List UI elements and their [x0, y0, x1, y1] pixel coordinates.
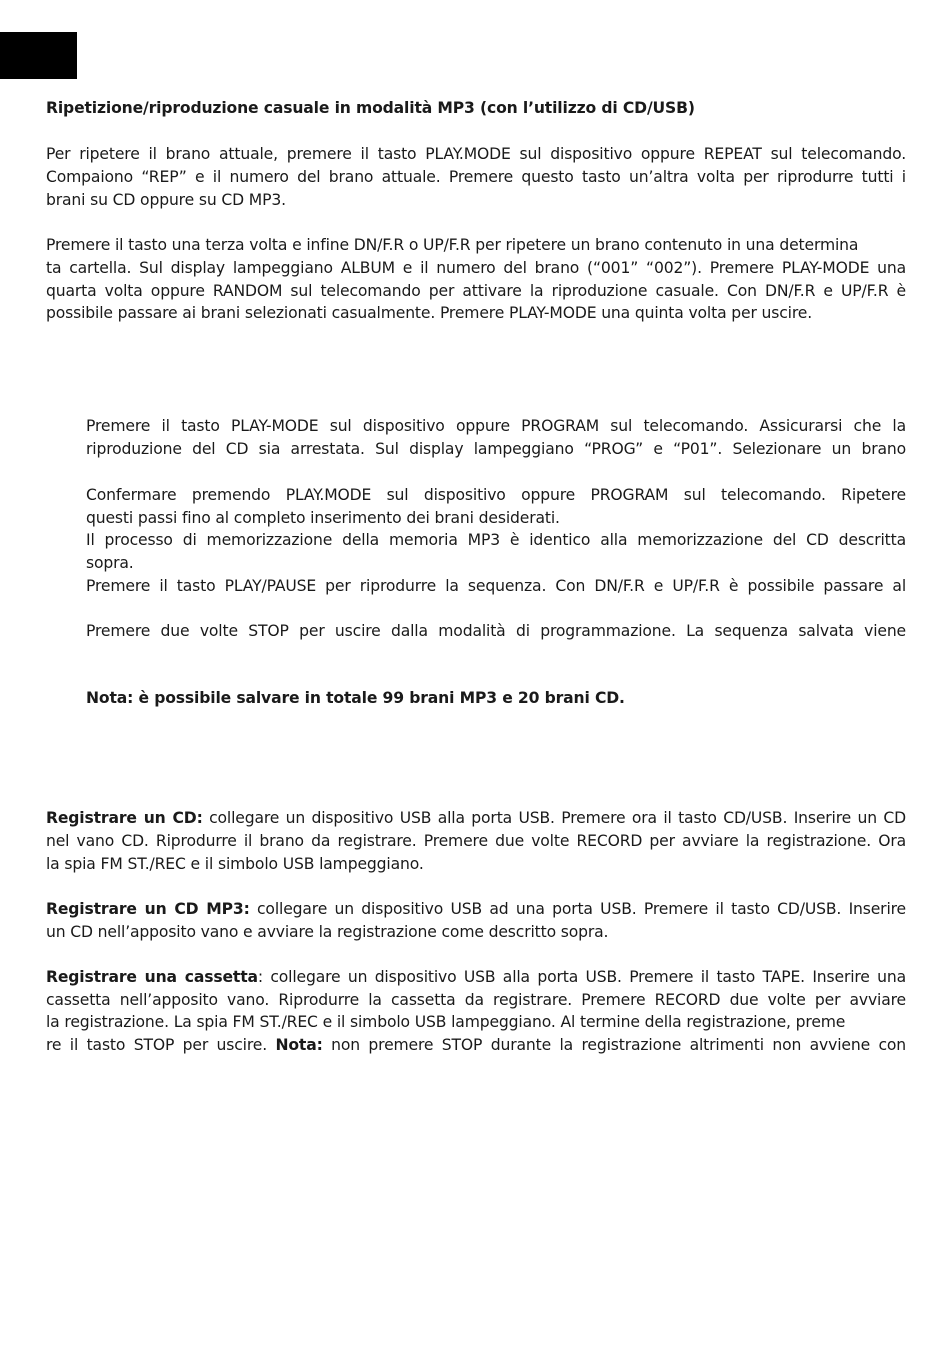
random-line-1: Premere il tasto una terza volta e infine DN/F.R o UP/F.R per ripetere un brano contenuto in una determina — [46, 236, 859, 254]
program-line-3: Confermare premendo PLAY.MODE sul dispositivo oppure PROGRAM sul telecomando. Ripetere — [86, 486, 906, 504]
record-cd-line-1 — [46, 807, 906, 830]
program-line-6: sopra. — [86, 554, 134, 572]
record-tape-text-1: : collegare un dispositivo USB alla porta USB. Premere il tasto TAPE. Inserire una — [257, 968, 906, 986]
record-tape-label: Registrare una cassetta — [46, 968, 258, 986]
record-cd-line-2: nel vano CD. Riprodurre il brano da registrare. Premere due volte RECORD per avviare la registrazione. Ora — [46, 832, 906, 850]
record-tape-note-text: non premere STOP durante la registrazione altrimenti non avviene con — [322, 1036, 906, 1054]
program-line-4: questi passi fino al completo inserimento dei brani desiderati. — [86, 509, 560, 527]
record-tape-note-label: Nota: — [275, 1036, 323, 1054]
program-line-1: Premere il tasto PLAY-MODE sul dispositivo oppure PROGRAM sul telecomando. Assicurarsi che la — [86, 417, 906, 435]
page-tab-marker — [0, 32, 77, 79]
record-cd-line-3: la spia FM ST./REC e il simbolo USB lampeggiano. — [46, 855, 424, 873]
record-tape-line-2: cassetta nell’apposito vano. Riprodurre la cassetta da registrare. Premere RECORD due volte per avviare — [46, 991, 906, 1009]
section-heading: Ripetizione/riproduzione casuale in modalità MP3 (con l’utilizzo di CD/USB) — [46, 99, 695, 117]
program-line-2: riproduzione del CD sia arrestata. Sul display lampeggiano “PROG” e “P01”. Selezionare un brano — [86, 440, 906, 458]
program-line-7: Premere il tasto PLAY/PAUSE per riprodurre la sequenza. Con DN/F.R e UP/F.R è possibile passare al — [86, 577, 906, 595]
record-tape-line-3: la registrazione. La spia FM ST./REC e il simbolo USB lampeggiano. Al termine della registrazione, preme — [46, 1013, 846, 1031]
program-line-5: Il processo di memorizzazione della memoria MP3 è identico alla memorizzazione del CD descritta — [86, 531, 906, 549]
record-tape-text-4: re il tasto STOP per uscire. — [46, 1036, 276, 1054]
record-cd-label: Registrare un CD: — [46, 809, 203, 827]
record-cd-text-1: collegare un dispositivo USB alla porta USB. Premere ora il tasto CD/USB. Inserire un CD — [202, 809, 906, 827]
repeat-line-2: Compaiono “REP” e il numero del brano attuale. Premere questo tasto un’altra volta per riprodurre tutti i — [46, 168, 906, 186]
record-mp3-line-1 — [46, 898, 906, 921]
record-tape-line-4 — [46, 1034, 906, 1057]
program-note: Nota: è possibile salvare in totale 99 brani MP3 e 20 brani CD. — [86, 689, 625, 707]
repeat-line-3: brani su CD oppure su CD MP3. — [46, 191, 286, 209]
random-line-3: quarta volta oppure RANDOM sul telecomando per attivare la riproduzione casuale. Con DN/F.R e UP/F.R è — [46, 282, 906, 300]
record-tape-line-1 — [46, 966, 906, 989]
record-mp3-text-1: collegare un dispositivo USB ad una porta USB. Premere il tasto CD/USB. Inserire — [249, 900, 906, 918]
program-line-8: Premere due volte STOP per uscire dalla modalità di programmazione. La sequenza salvata viene — [86, 622, 906, 640]
record-mp3-label: Registrare un CD MP3: — [46, 900, 250, 918]
random-line-2: ta cartella. Sul display lampeggiano ALBUM e il numero del brano (“001” “002”). Premere PLAY-MODE una — [46, 259, 906, 277]
repeat-line-1: Per ripetere il brano attuale, premere il tasto PLAY.MODE sul dispositivo oppure REPEAT sul telecomando. — [46, 145, 906, 163]
record-mp3-line-2: un CD nell’apposito vano e avviare la registrazione come descritto sopra. — [46, 923, 609, 941]
random-line-4: possibile passare ai brani selezionati casualmente. Premere PLAY-MODE una quinta volta per uscire. — [46, 304, 813, 322]
